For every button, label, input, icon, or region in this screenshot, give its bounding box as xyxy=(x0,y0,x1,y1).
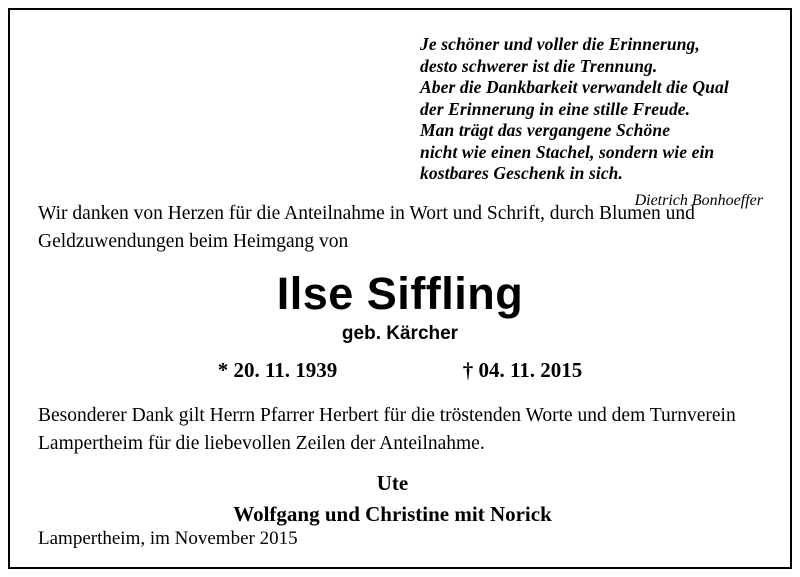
poem-line: der Erinnerung in eine stille Freude. xyxy=(420,98,691,119)
poem-line: kostbares Geschenk in sich. xyxy=(420,163,623,183)
life-dates xyxy=(20,358,780,383)
signer-line: Ute xyxy=(376,471,409,495)
deceased-maiden-name: geb. Kärcher xyxy=(341,323,459,344)
place-and-date: Lampertheim, im November 2015 xyxy=(38,528,298,549)
deceased-block xyxy=(20,268,780,383)
card-content xyxy=(20,20,780,557)
card-border xyxy=(8,8,792,569)
poem-line: Aber die Dankbarkeit verwandelt die Qual xyxy=(420,77,729,97)
death-date: † 04. 11. 2015 xyxy=(462,358,583,382)
poem-block xyxy=(420,34,765,210)
poem-line: Je schöner und voller die Erinnerung, xyxy=(420,34,700,54)
poem-line: nicht wie einen Stachel, sondern wie ein xyxy=(420,141,715,162)
signers-block xyxy=(20,468,765,530)
special-thanks-paragraph: Besonderer Dank gilt Herrn Pfarrer Herbert für die tröstenden Worte und dem Turnverein Lampertheim für die liebevollen Zeilen der Anteilnahme. xyxy=(38,405,736,454)
birth-date: * 20. 11. 1939 xyxy=(217,358,338,382)
deceased-name: Ilse Siffling xyxy=(276,268,524,319)
poem-line: desto schwerer ist die Trennung. xyxy=(420,55,658,76)
thanks-paragraph: Wir danken von Herzen für die Anteilnahme in Wort und Schrift, durch Blumen und Geldzuwendungen beim Heimgang von xyxy=(38,203,695,252)
signer-line: Wolfgang und Christine mit Norick xyxy=(233,502,552,526)
poem-author: Dietrich Bonhoeffer xyxy=(634,191,763,209)
poem-line: Man trägt das vergangene Schöne xyxy=(420,120,671,140)
